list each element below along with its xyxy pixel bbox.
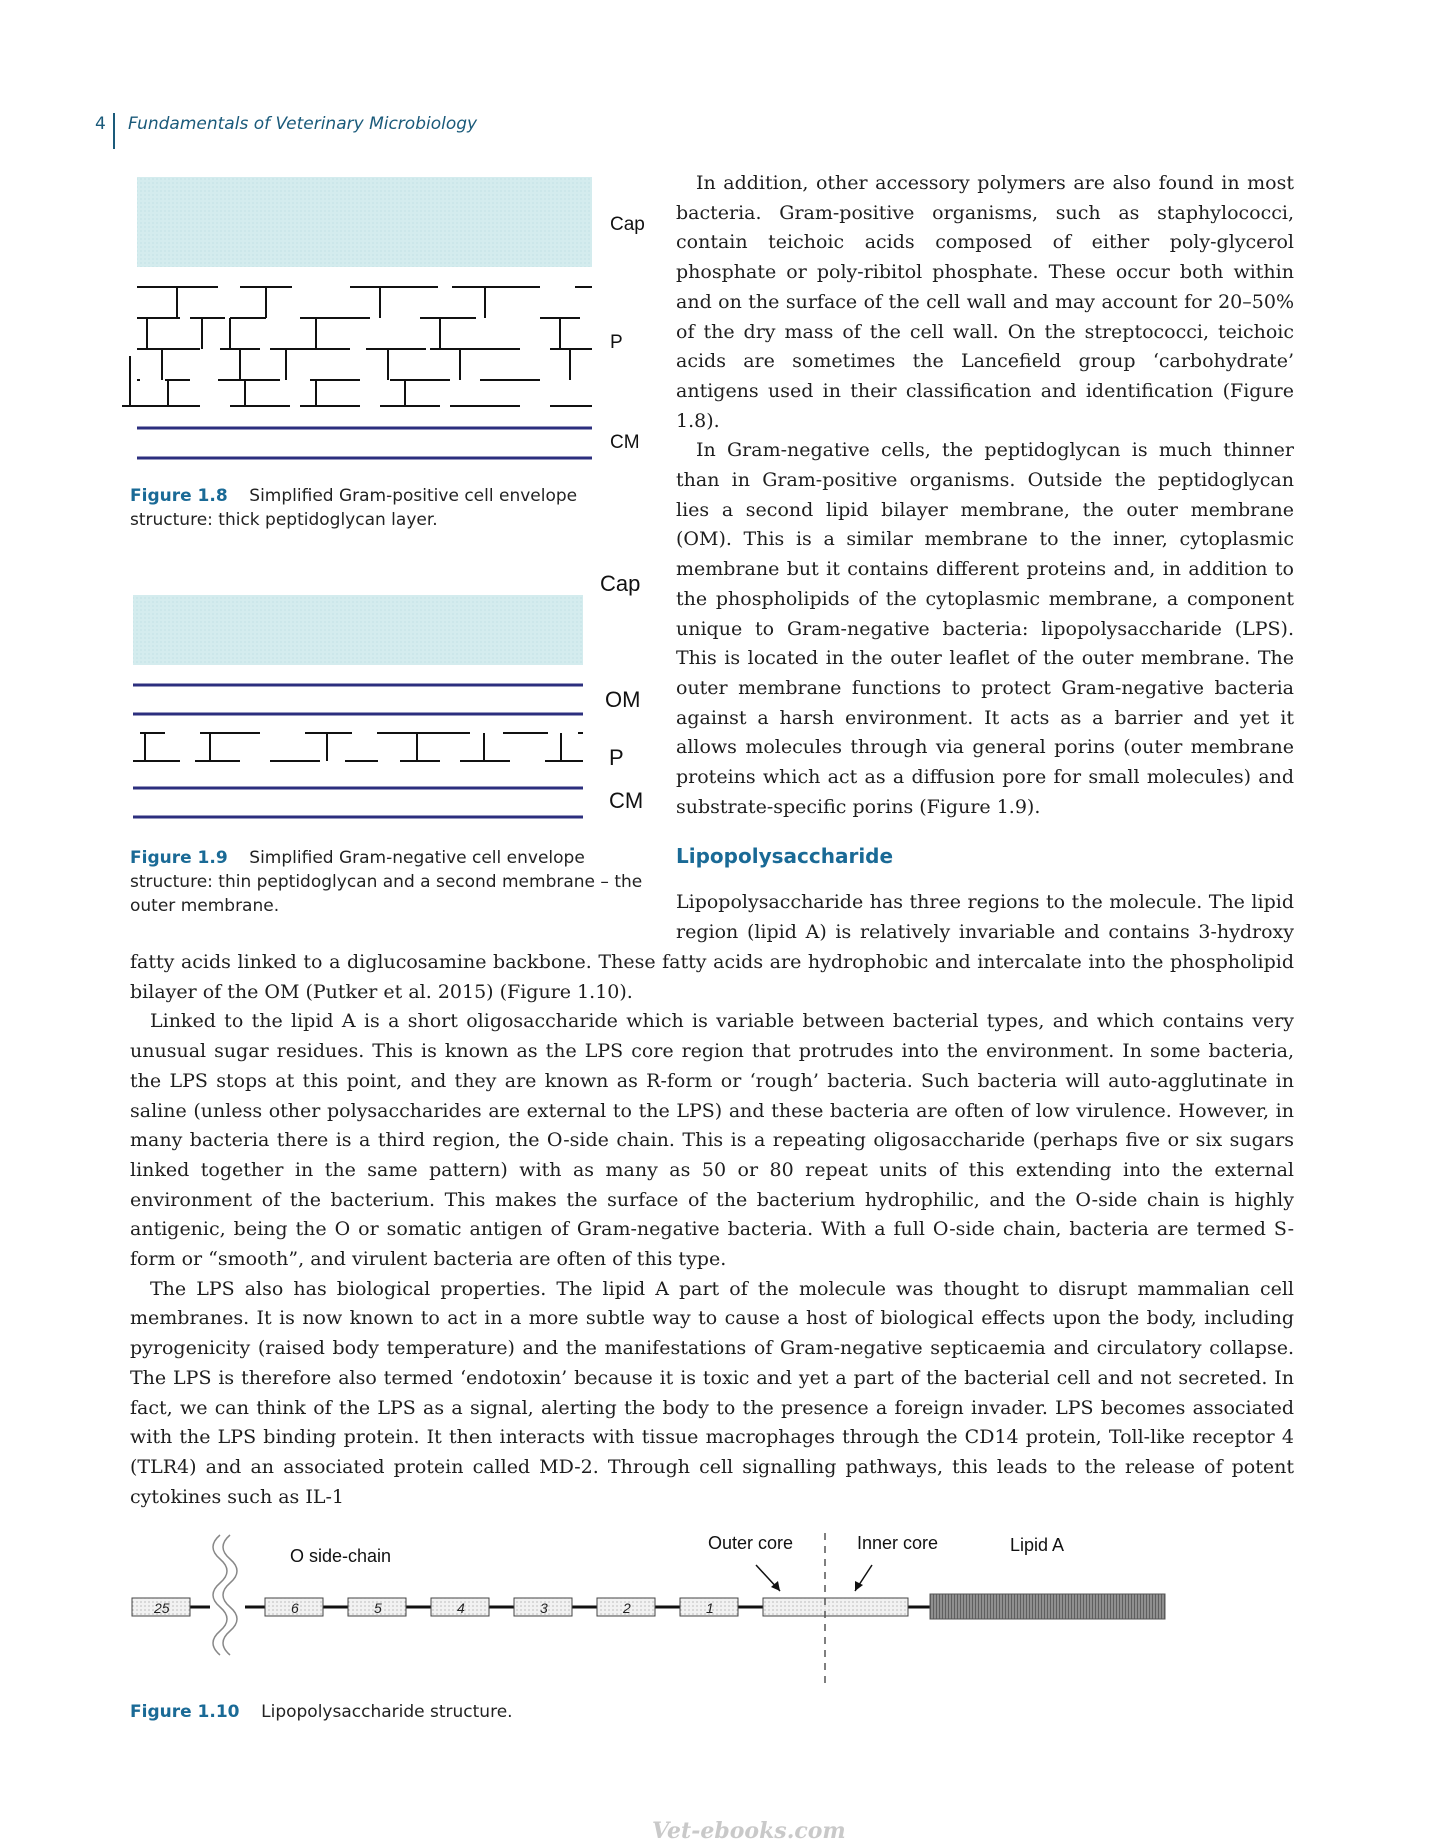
inner-core-arrowhead [855,1581,863,1591]
unit-label-3: 3 [540,1600,548,1616]
peptidoglycan-mesh [122,287,592,406]
paragraph-gram-negative: In Gram-negative cells, the peptidoglycan is much thinner than in Gram-positive organisms. Outside the peptidoglycan lies a second lipid bilayer membrane, the outer membrane (OM). This is a similar membrane to the inner, cytoplasmic membrane but it contains different proteins and, in addition to the phospholipids of the cytoplasmic membrane, a component unique to Gram-negative bacteria: lipopolysaccharide (LPS). This is located in the outer leaflet of the outer membrane. The outer membrane functions to protect Gram-negative bacteria against a harsh environment. It acts as a barrier and yet it allows molecules through via general porins (outer membrane proteins which act as a diffusion pore for small molecules) and substrate-specific porins (Figure 1.9). [676,439,1294,818]
label-cap: Cap [610,214,645,235]
label-outer-core: Outer core [708,1533,794,1553]
paragraph-lipid-a-continued: fatty acids linked to a diglucosamine backbone. These fatty acids are hydrophobic and intercalate into the phospholipid bilayer of the OM (Putker et al. 2015) (Figure 1.10). [130,951,1294,1003]
page-number: 4 [95,114,106,134]
figure-1-8-label: Figure 1.8 [130,486,228,506]
paragraph-biological-properties: The LPS also has biological properties. The lipid A part of the molecule was thought to disrupt mammalian cell membranes. It is now known to act in a more subtle way to cause a host of biological effects upon the body, including pyrogenicity (raised body temperature) and the manifestations of Gram-negative septicaemia and circulatory collapse. The LPS is therefore also termed ‘endotoxin’ because it is toxic and yet a part of the bacterial cell and not secreted. In fact, we can think of the LPS as a signal, alerting the body to the presence a foreign invader. LPS becomes associated with the LPS binding protein. It then interacts with tissue macrophages through the CD14 protein, Toll-like receptor 4 (TLR4) and an associated protein called MD-2. Through cell signalling pathways, this leads to the release of potent cytokines such as IL-1 [130,1277,1294,1508]
figure-1-10-diagram [120,1525,1180,1685]
label-cm: CM [609,788,644,813]
figure-1-10-label: Figure 1.10 [130,1702,240,1722]
figure-1-9-label: Figure 1.9 [130,848,228,868]
figure-1-8-caption [130,484,600,532]
unit-label-6: 6 [291,1600,299,1616]
figure-1-10-caption-text: Lipopolysaccharide structure. [261,1702,513,1722]
label-o-side-chain: O side-chain [290,1546,392,1566]
paragraph-core-region: Linked to the lipid A is a short oligosaccharide which is variable between bacterial types, and which contains very unusual sugar residues. This is known as the LPS core region that protrudes into the environment. In some bacteria, the LPS stops at this point, and they are known as R-form or ‘rough’ bacteria. Such bacteria will auto-agglutinate in saline (unless other polysaccharides are external to the LPS) and these bacteria are often of low virulence. However, in many bacteria there is a third region, the O-side chain. This is a repeating oligosaccharide (perhaps five or six sugars linked together in the same pattern) with as many as 50 or 80 repeat units of this extending into the external environment of the bacterium. This makes the surface of the bacterium hydrophilic, and the O-side chain is highly antigenic, being the O or somatic antigen of Gram-negative bacteria. With a full O-side chain, bacteria are termed S-form or “smooth”, and virulent bacteria are often of this type. [130,1010,1294,1271]
capsule-layer [137,177,592,267]
figure-1-8-diagram [120,170,660,470]
figure-1-9-caption-text: Simplified Gram-negative cell envelope structure: thin peptidoglycan and a second membrane – the outer membrane. [130,848,643,916]
lipid-a-block [930,1594,1165,1619]
figure-1-8-caption-text: Simplified Gram-positive cell envelope structure: thick peptidoglycan layer. [130,486,578,530]
label-lipid-a: Lipid A [1010,1535,1065,1555]
figure-1-9-caption [130,846,660,918]
lps-intro-line-1: Lipopolysaccharide has three regions to the molecule. The lipid [676,891,1294,913]
section-heading-lps: Lipopolysaccharide [676,844,894,868]
label-cap: Cap [600,571,641,596]
chain-break-squiggle [223,1535,237,1655]
figure-1-9-diagram [120,565,660,835]
thin-peptidoglycan [133,733,583,761]
unit-label-1: 1 [706,1600,714,1616]
label-p: P [610,332,623,353]
unit-label-4: 4 [457,1600,465,1616]
label-p: P [609,745,624,770]
unit-label-25: 25 [154,1600,170,1616]
header-divider [113,113,115,149]
lps-intro-line-2: region (lipid A) is relatively invariable and contains 3-hydroxy [676,920,1294,943]
label-om: OM [605,687,641,712]
right-column-text [676,169,1294,822]
core-region-block [763,1598,908,1616]
unit-label-2: 2 [623,1600,631,1616]
label-cm: CM [610,432,640,453]
unit-label-5: 5 [374,1600,382,1616]
running-header-title: Fundamentals of Veterinary Microbiology [128,114,478,134]
figure-1-10-caption [130,1700,513,1724]
o-side-chain-units [132,1598,738,1616]
watermark-logo: Vet-ebooks.com [652,1818,846,1844]
lps-intro-lines [676,888,1294,947]
capsule-layer [133,595,583,665]
paragraph-accessory-polymers: In addition, other accessory polymers are also found in most bacteria. Gram-positive organisms, such as staphylococci, contain teichoic acids composed of either poly-glycerol phosphate or poly-ribitol phosphate. These occur both within and on the surface of the cell wall and may account for 20–50% of the dry mass of the cell wall. On the streptococci, teichoic acids are sometimes the Lancefield group ‘carbohydrate’ antigens used in their classification and identification (Figure 1.8). [676,172,1294,432]
full-width-text [130,948,1294,1512]
label-inner-core: Inner core [857,1533,939,1553]
